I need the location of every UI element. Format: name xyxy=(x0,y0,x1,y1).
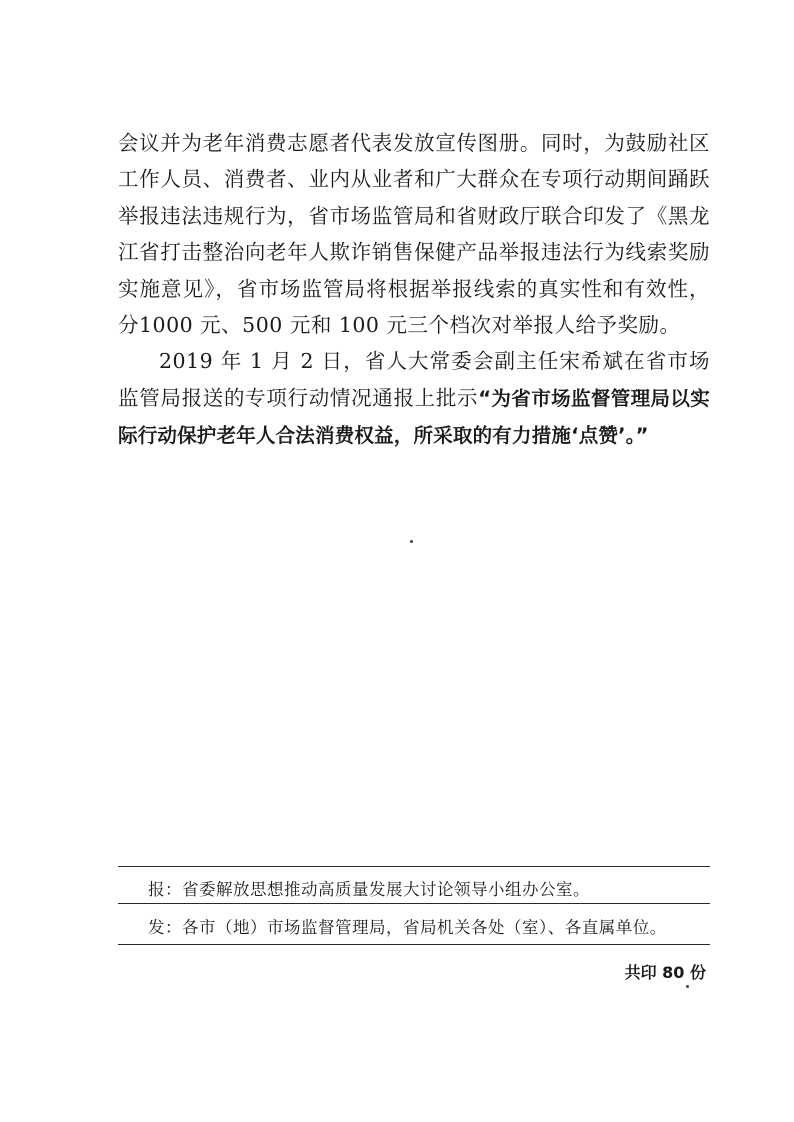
footer-middle-rule xyxy=(118,903,710,904)
footer-top-rule xyxy=(118,866,710,867)
footer-bottom-rule xyxy=(118,944,710,945)
copies-count: 共印 80 份 xyxy=(624,963,706,982)
report-to-line: 报：省委解放思想推动高质量发展大讨论领导小组办公室。 xyxy=(148,880,590,899)
approval-quote: “为省市场监督管理局以实际行动保护老年人合法消费权益，所采取的有力措施‘点赞’。” xyxy=(118,386,711,448)
copies-dot xyxy=(686,985,689,988)
paragraph-approval xyxy=(118,343,710,454)
body-text xyxy=(118,125,710,455)
stray-dot xyxy=(410,540,413,543)
approval-text: 2019 年 1 月 2 日，省人大常委会副主任宋希斌在省市场监管局报送的专项行动情况通报上批示 xyxy=(118,349,710,410)
paragraph-reward-policy: 会议并为老年消费志愿者代表发放宣传图册。同时，为鼓励社区工作人员、消费者、业内从业者和广大群众在专项行动期间踊跃举报违法违规行为，省市场监管局和省财政厅联合印发了《黑龙江省打击整治向老年人欺诈销售保健产品举报违法行为线索奖励实施意见》，省市场监管局将根据举报线索的真实性和有效性，分1000 元、500 元和 100 元三个档次对举报人给予奖励。 xyxy=(118,131,710,338)
send-to-line: 发：各市（地）市场监督管理局，省局机关各处（室）、各直属单位。 xyxy=(148,918,667,937)
